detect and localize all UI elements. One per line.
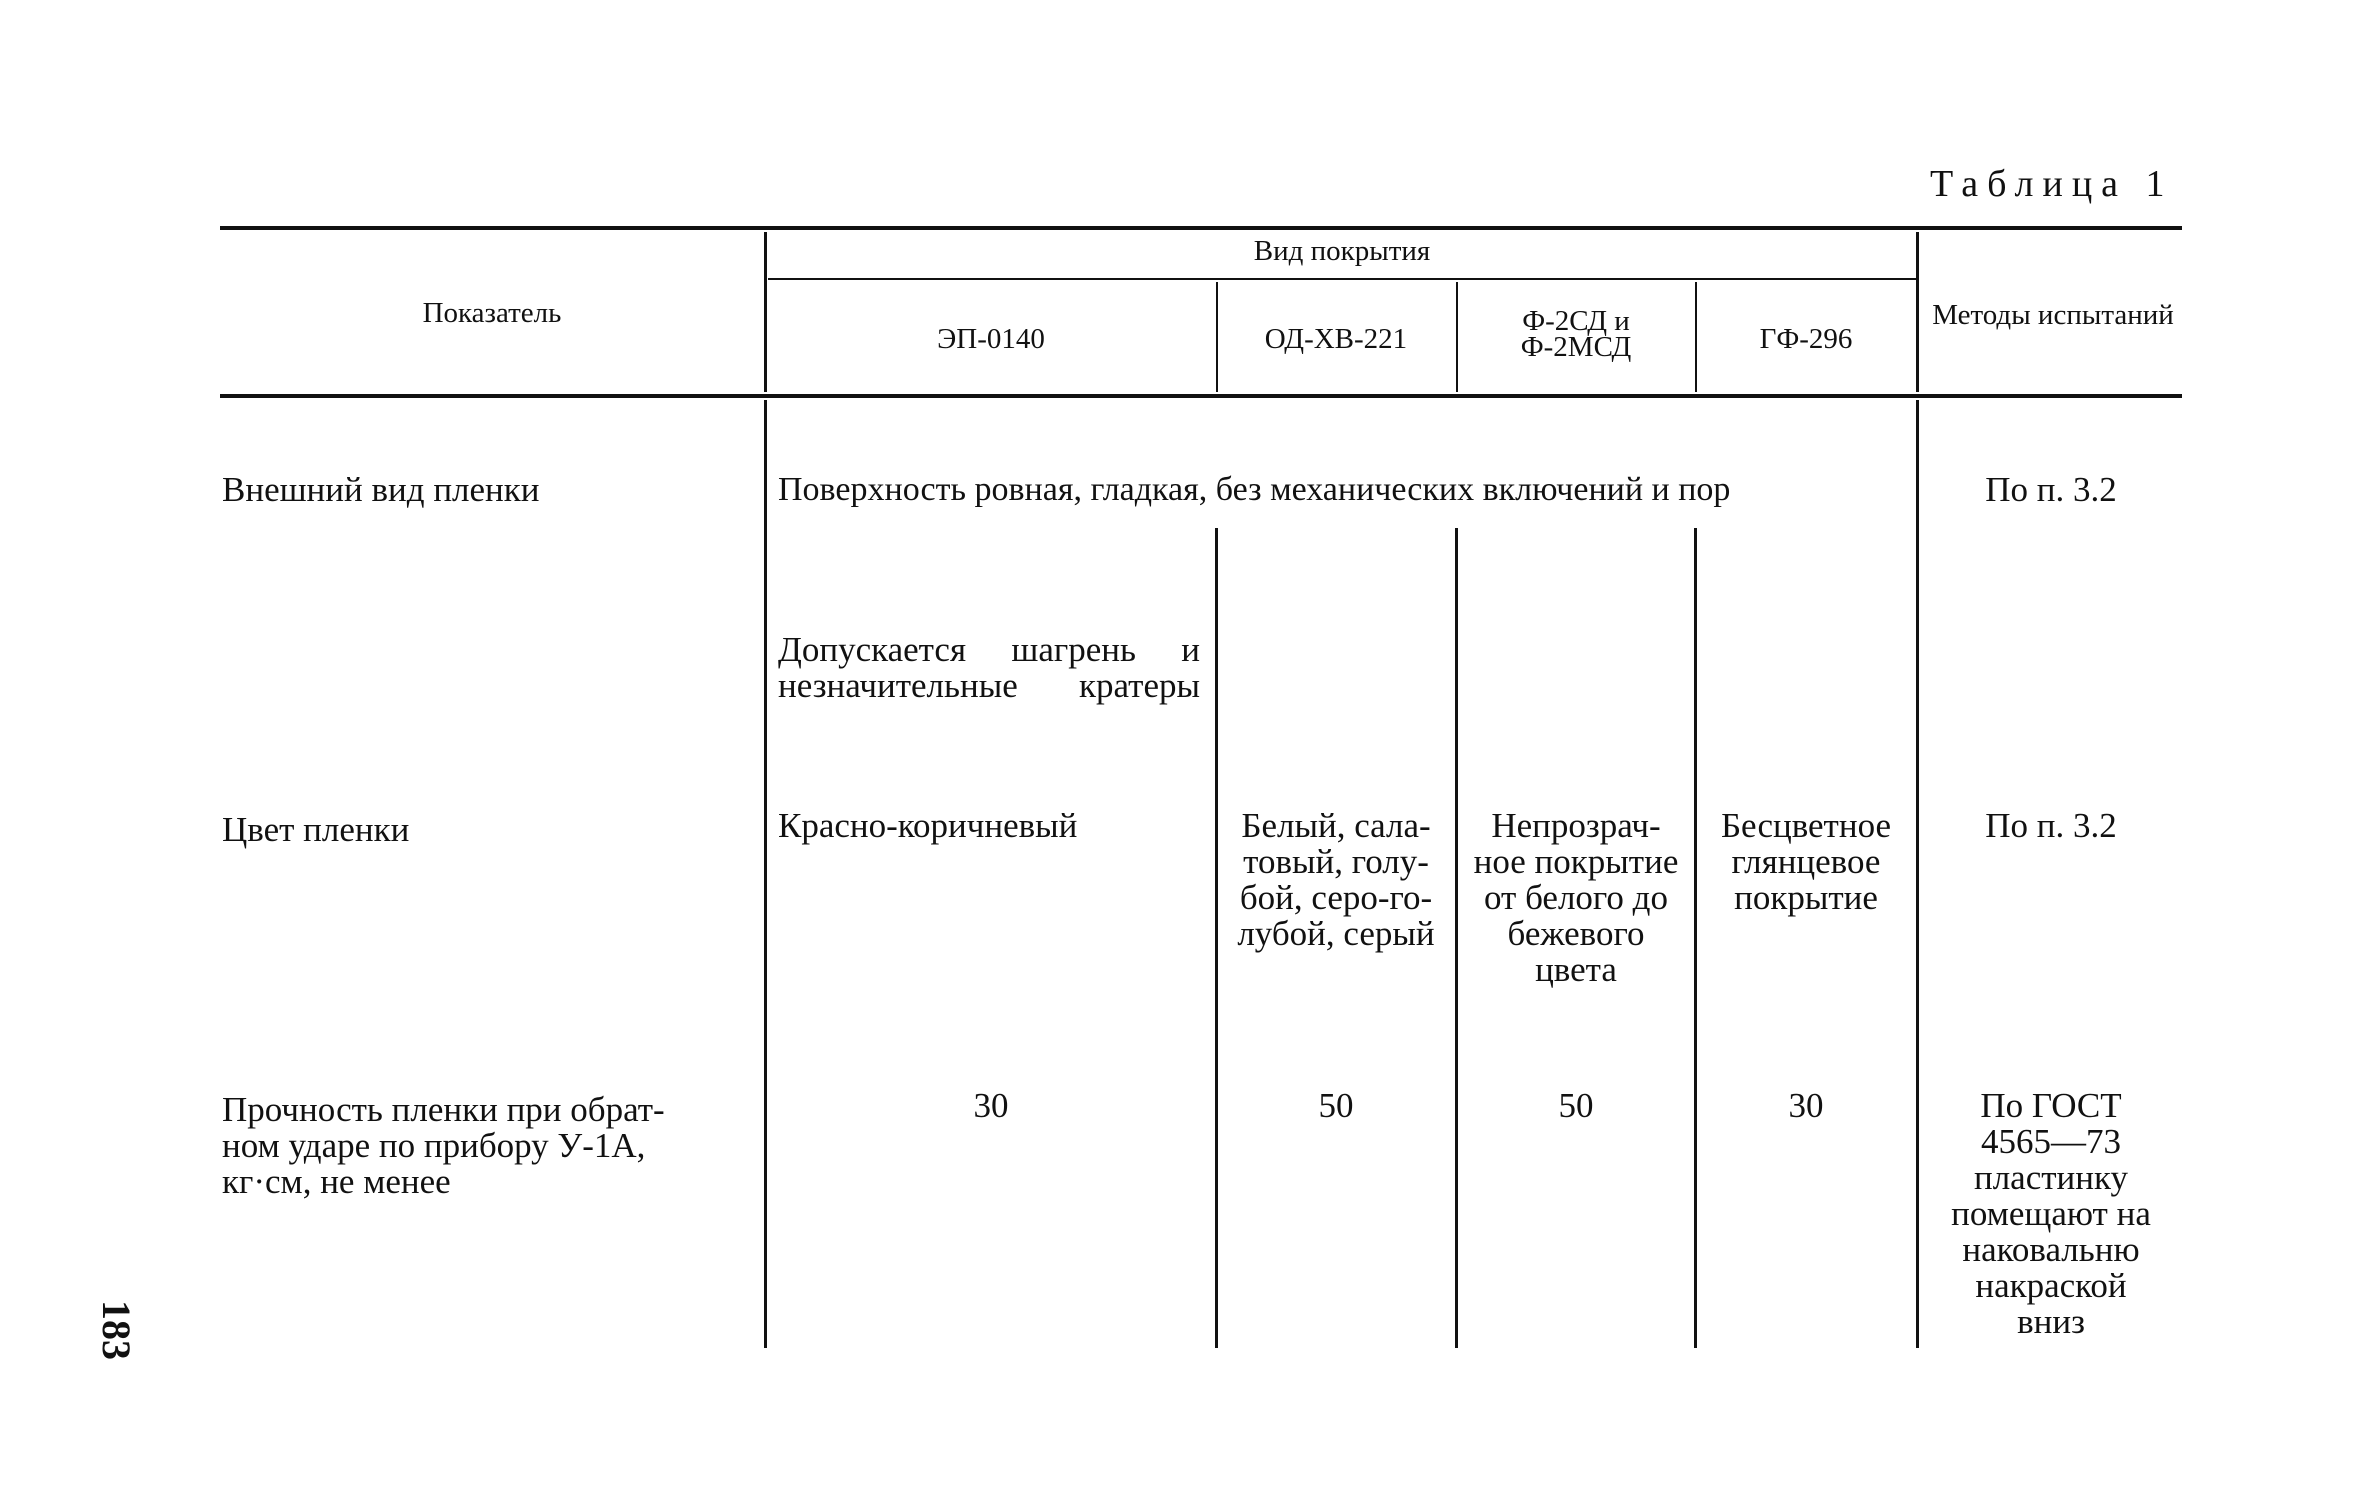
- row3-value-f2sd: 50: [1558, 1086, 1594, 1125]
- row1-method: По п. 3.2: [1985, 470, 2117, 509]
- row3-value-odhv221: 50: [1318, 1086, 1354, 1125]
- header-coating-ep0140: ЭП-0140: [937, 323, 1045, 355]
- coating-type-underline: [768, 278, 1916, 280]
- row3-value-gf296: 30: [1788, 1086, 1824, 1125]
- header-bottom-rule: [220, 394, 2182, 398]
- row2-value-ep0140: Красно-коричневый: [778, 806, 1078, 845]
- header-coating-type: Вид покрытия: [1253, 235, 1431, 267]
- row2-value-odhv221: Белый, сала- товый, голу- бой, серо-го- лубой, серый: [1237, 806, 1435, 953]
- header-coating-gf296: ГФ-296: [1759, 323, 1853, 355]
- header-methods: Методы испытаний: [1932, 299, 2174, 331]
- row2-indicator: Цвет пленки: [222, 810, 410, 849]
- row2-method: По п. 3.2: [1985, 806, 2117, 845]
- row2-value-gf296: Бесцветное глянцевое покрытие: [1720, 806, 1892, 917]
- row2-value-f2sd: Непрозрач- ное покрытие от белого до бежевого цвета: [1473, 806, 1679, 989]
- header-indicator: Показатель: [422, 297, 562, 329]
- top-rule: [220, 226, 2182, 230]
- table-caption: Таблица 1: [1930, 163, 2174, 205]
- row3-indicator: Прочность пленки при обрат- ном ударе по прибору У-1А, кг·см, не менее: [222, 1090, 665, 1201]
- header-divider-methods: [1916, 232, 1919, 392]
- body-divider-col3: [1694, 528, 1697, 1348]
- row1-merged-value: Поверхность ровная, гладкая, без механических включений и пор: [778, 471, 1731, 508]
- row1-indicator: Внешний вид пленки: [222, 470, 540, 509]
- header-divider-indicator: [764, 232, 767, 392]
- row3-method: По ГОСТ 4565—73 пластинку помещают на наковальню накраской вниз: [1951, 1086, 2151, 1341]
- row3-value-ep0140: 30: [973, 1086, 1009, 1125]
- header-coating-f2sd: Ф-2СД и Ф-2МСД: [1520, 305, 1632, 363]
- header-coating-odhv221: ОД-ХВ-221: [1264, 323, 1408, 355]
- body-divider-methods: [1916, 400, 1919, 1348]
- page-number: 183: [94, 1300, 139, 1360]
- row1-sub-value-ep0140: Допускается шагрень и незначительные кратеры: [778, 630, 1200, 705]
- body-divider-indicator: [764, 400, 767, 1348]
